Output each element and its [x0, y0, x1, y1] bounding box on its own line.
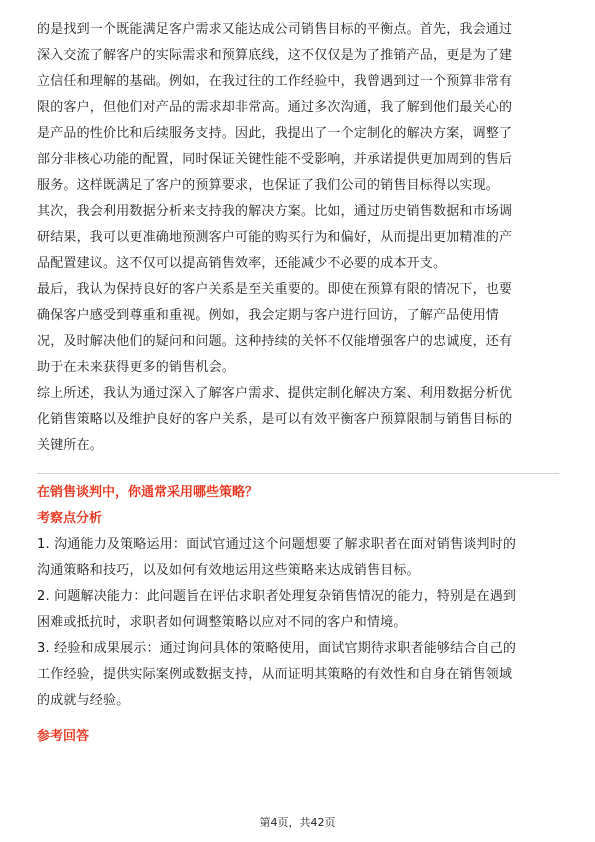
text-line: 1. 沟通能力及策略运用：面试官通过这个问题想要了解求职者在面对销售谈判时的 [37, 537, 517, 552]
text-line: 的成就与经验。 [37, 693, 130, 708]
text-line: 确保客户感受到尊重和重视。例如，我会定期与客户进行回访，了解产品使用情 [37, 308, 500, 323]
text-line: 困难或抵抗时，求职者如何调整策略以应对不同的客户和情境。 [37, 615, 407, 630]
text-line: 其次，我会利用数据分析来支持我的解决方案。比如，通过历史销售数据和市场调 [37, 204, 513, 219]
analysis-heading: 考察点分析 [37, 511, 103, 526]
answer-paragraph-3 [37, 277, 559, 381]
text-line: 是产品的性价比和后续服务支持。因此，我提出了一个定制化的解决方案，调整了 [37, 126, 513, 141]
text-line: 品配置建议。这不仅可以提高销售效率，还能减少不必要的成本开支。 [37, 256, 447, 271]
answer-paragraph-4 [37, 381, 559, 459]
question-heading: 在销售谈判中，你通常采用哪些策略？ [37, 485, 259, 500]
section-divider [37, 473, 559, 474]
page-number-footer: 第4页，共42页 [259, 816, 336, 829]
text-line: 化销售策略以及维护良好的客户关系，是可以有效平衡客户预算限制与销售目标的 [37, 412, 513, 427]
text-line: 立信任和理解的基础。例如，在我过往的工作经验中，我曾遇到过一个预算非常有 [37, 74, 513, 89]
text-line: 况，及时解决他们的疑问和问题。这种持续的关怀不仅能增强客户的忠诚度，还有 [37, 334, 513, 349]
analysis-item-3 [37, 636, 559, 714]
analysis-list [37, 532, 559, 714]
text-line: 3. 经验和成果展示：通过询问具体的策略使用，面试官期待求职者能够结合自己的 [37, 641, 517, 656]
text-line: 最后，我认为保持良好的客户关系是至关重要的。即使在预算有限的情况下，也要 [37, 282, 513, 297]
text-line: 沟通策略和技巧，以及如何有效地运用这些策略来达成销售目标。 [37, 563, 420, 578]
text-line: 助于在未来获得更多的销售机会。 [37, 360, 236, 375]
answer-body [37, 17, 559, 459]
text-line: 研结果，我可以更准确地预测客户可能的购买行为和偏好，从而提出更加精准的产 [37, 230, 513, 245]
page-content [37, 17, 559, 750]
text-line: 关键所在。 [37, 438, 104, 453]
text-line: 的是找到一个既能满足客户需求又能达成公司销售目标的平衡点。首先，我会通过 [37, 22, 513, 37]
text-line: 工作经验，提供实际案例或数据支持，从而证明其策略的有效性和自身在销售领域 [37, 667, 513, 682]
answer-paragraph-1 [37, 17, 559, 199]
analysis-item-2 [37, 584, 559, 636]
text-line: 综上所述，我认为通过深入了解客户需求、提供定制化解决方案、利用数据分析优 [37, 386, 513, 401]
text-line: 深入交流了解客户的实际需求和预算底线，这不仅仅是为了推销产品，更是为了建 [37, 48, 513, 63]
answer-paragraph-2 [37, 199, 559, 277]
text-line: 部分非核心功能的配置，同时保证关键性能不受影响，并承诺提供更加周到的售后 [37, 152, 513, 167]
analysis-item-1 [37, 532, 559, 584]
text-line: 服务。这样既满足了客户的预算要求，也保证了我们公司的销售目标得以实现。 [37, 178, 500, 193]
text-line: 限的客户，但他们对产品的需求却非常高。通过多次沟通，我了解到他们最关心的 [37, 100, 513, 115]
text-line: 2. 问题解决能力：此问题旨在评估求职者处理复杂销售情况的能力，特别是在遇到 [37, 589, 517, 604]
reference-answer-heading: 参考回答 [37, 729, 90, 744]
